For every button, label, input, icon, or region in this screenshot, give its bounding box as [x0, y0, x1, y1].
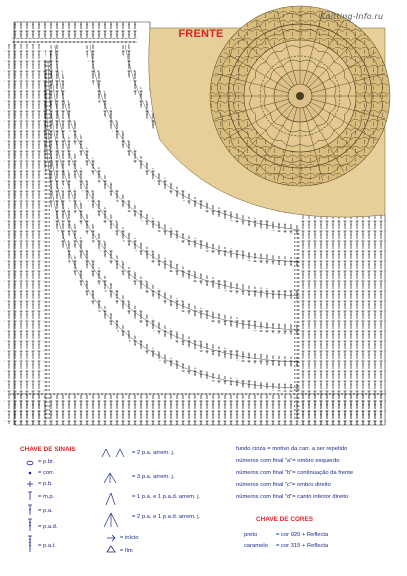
legend-decrease-label: = 2 p.a. e 1 p.a.d. arrem. j. [132, 514, 201, 520]
legend-note: números com final "d"= canto inferior direito [236, 494, 349, 500]
bottom-border [10, 392, 386, 425]
double-crochet-icon [28, 505, 32, 515]
legend-note: fundo cinza = motivo da carr. a ser repetido [236, 446, 348, 452]
legend-marker-label: = fim [120, 548, 133, 554]
chart-title: FRENTE [178, 28, 224, 40]
symbol-glyph-column [20, 458, 38, 556]
color-name: preto [244, 532, 258, 538]
chain-oval-icon [27, 461, 33, 465]
legend-symbol-label: = p.a.d. [38, 524, 58, 530]
two-dc-one-dtr-icon [104, 513, 118, 527]
legend-decrease-label: = 2 p.a. arrem. j. [132, 450, 175, 456]
dc-dtr-together-icon [106, 493, 115, 505]
colors-key-title: CHAVE DE CORES [256, 516, 314, 523]
start-arrow-icon [107, 535, 115, 541]
three-dc-together-icon [104, 473, 116, 483]
legend-symbol-label: = m.p. [38, 494, 55, 500]
legend-symbol-label: = p.a.t. [38, 543, 56, 549]
single-crochet-icon [27, 481, 33, 487]
legend-decrease-label: = 3 p.a. arrem. j. [132, 474, 175, 480]
legend-symbol-label: = corr. [38, 470, 55, 476]
double-treble-icon [28, 519, 32, 531]
legend-marker-label: = início [120, 535, 139, 541]
legend-note: números com final "a"= ombro esquerdo [236, 458, 340, 464]
color-name: caramelo [244, 543, 268, 549]
legend-symbol-label: = p.b. [38, 481, 53, 487]
symbols-key-title: CHAVE DE SINAIS [20, 446, 76, 453]
color-value: = cor 315 + Reflecta [276, 543, 329, 549]
triple-treble-icon [28, 536, 32, 552]
left-shoulder [12, 22, 137, 44]
legend-decrease-label: = 1 p.a. e 1 p.a.d. arrem. j. [132, 494, 201, 500]
legend-note: números com final "b"= continuação da frente [236, 470, 354, 476]
end-triangle-icon [107, 546, 115, 552]
half-double-icon [28, 492, 32, 500]
legend-symbol-label: = p.a. [38, 508, 53, 514]
legend-symbol-label: = p.br. [38, 459, 55, 465]
legend-note: números com final "c"= ombro direito [236, 482, 331, 488]
watermark-text: Knitting-Info.ru [320, 12, 384, 21]
two-dc-together-icon [102, 449, 124, 457]
color-value: = cor 920 + Reflecta [276, 532, 329, 538]
slip-stitch-icon [29, 472, 32, 475]
